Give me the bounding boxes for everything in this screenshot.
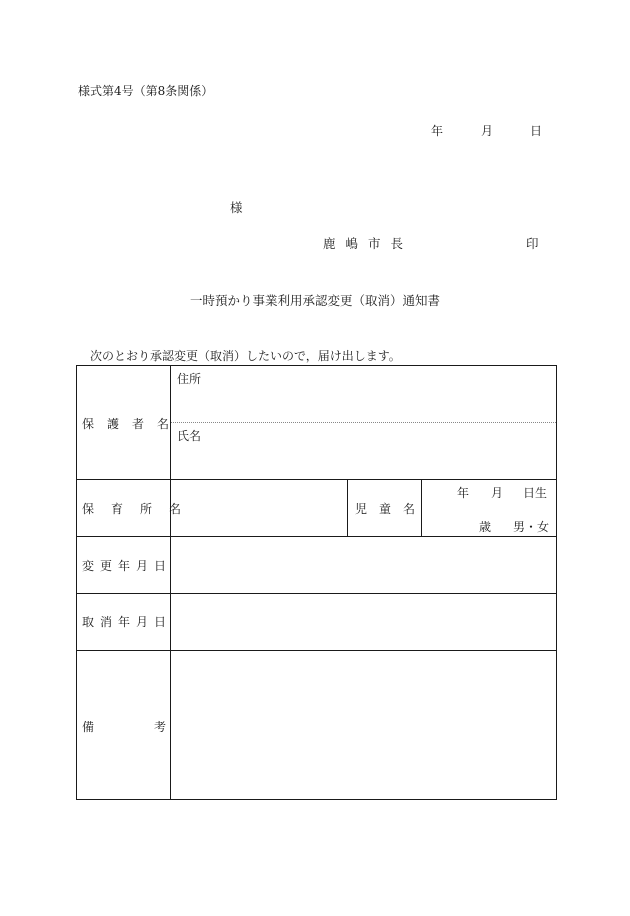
form-number: 様式第4号（第8条関係） — [78, 84, 214, 98]
age-label: 歳 — [479, 520, 492, 534]
guardian-label: 保護者名 — [82, 417, 183, 431]
remarks-label-second: 考 — [154, 720, 167, 734]
child-name-label: 児童名 — [355, 502, 428, 516]
issuer-seal: 印 — [526, 236, 539, 251]
table-border-bottom — [76, 799, 557, 800]
date-month-label: 月 — [481, 124, 494, 138]
change-date-label: 変更年月日 — [82, 559, 173, 573]
birth-month-label: 月 — [491, 486, 504, 500]
gender-label: 男・女 — [513, 520, 550, 534]
birth-year-label: 年 — [457, 486, 470, 500]
nursery-label: 保育所名 — [82, 502, 199, 516]
row-separator-cancel — [76, 650, 557, 651]
addressee-suffix: 様 — [230, 200, 243, 215]
nursery-child-divider — [347, 479, 348, 537]
remarks-label-first: 備 — [82, 720, 95, 734]
table-border-right — [556, 365, 557, 800]
name-label: 氏名 — [177, 429, 202, 443]
address-name-dotted-separator — [171, 422, 556, 423]
cancel-date-label: 取消年月日 — [82, 615, 173, 629]
issuer-name: 鹿嶋市長 — [323, 236, 414, 251]
birth-day-label: 日生 — [523, 486, 548, 500]
table-border-top — [76, 365, 557, 366]
document-title: 一時預かり事業利用承認変更（取消）通知書 — [189, 293, 440, 308]
row-separator-change — [76, 593, 557, 594]
row-separator-nursery — [76, 536, 557, 537]
intro-text: 次のとおり承認変更（取消）したいので，届け出します。 — [90, 349, 401, 363]
row-separator-guardian — [76, 479, 557, 480]
table-border-left — [76, 365, 77, 800]
date-day-label: 日 — [530, 124, 543, 138]
date-year-label: 年 — [431, 124, 444, 138]
address-label: 住所 — [177, 372, 202, 386]
